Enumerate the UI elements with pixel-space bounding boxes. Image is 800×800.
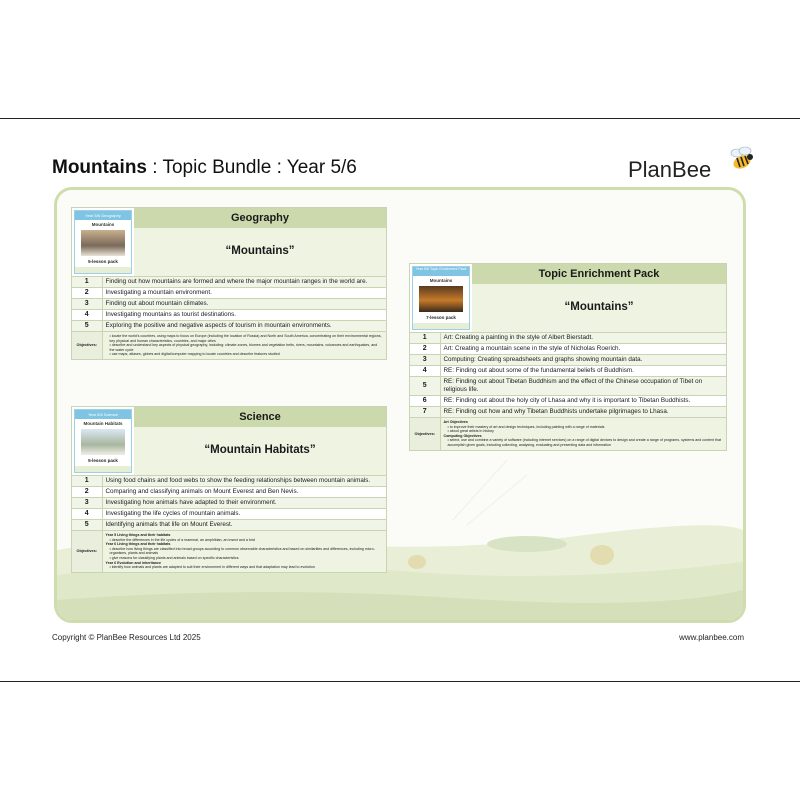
thumb-image <box>81 429 125 455</box>
objective-line: • locate the world's countries, using maps to focus on Europe (including the location of Russia) and North and South America, concentrating on their environmental regions, key physical and human characteristics, countries, and major cities <box>109 334 382 343</box>
table-row <box>72 288 386 299</box>
table-row <box>410 333 726 344</box>
table-row <box>410 377 726 396</box>
thumb-title: Mountains <box>91 222 115 227</box>
objective-heading: Year 6 Living things and their habitats <box>105 542 171 547</box>
lesson-text: Investigating mountains as tourist destinations. <box>102 310 386 321</box>
lesson-text: Identifying animals that life on Mount Everest. <box>102 520 386 531</box>
worksheet-page <box>0 118 800 682</box>
objectives-text <box>102 332 386 359</box>
lesson-text: RE: Finding out about the holy city of Lhasa and why it is important to Tibetan Buddhists. <box>440 396 726 407</box>
lesson-number: 3 <box>410 355 440 366</box>
table-row <box>72 299 386 310</box>
page-title <box>52 157 357 179</box>
thumb-year: Year 5/6 Science <box>75 410 131 419</box>
logo-text: PlanBee <box>628 157 712 182</box>
lesson-text: Investigating the life cycles of mountain animals. <box>102 509 386 520</box>
thumb-bar <box>75 466 131 472</box>
lesson-text: Using food chains and food webs to show the feeding relationships between mountain animals. <box>102 476 386 487</box>
lesson-number: 1 <box>72 277 102 288</box>
table-row <box>72 509 386 520</box>
objective-heading: Year 5 Living things and their habitats <box>105 533 171 537</box>
objective-line: • select, use and combine a variety of software (including internet services) on a range of digital devices to design and create a range of programs, systems and content that accomplish given goals, including collecting, analysing, evaluating and presenting data and information <box>447 438 722 447</box>
objective-line: • describe the differences in the life cycles of a mammal, an amphibian, an insect and a bird <box>109 537 255 542</box>
table-row <box>410 407 726 418</box>
lesson-text: Finding out about mountain climates. <box>102 299 386 310</box>
table-row <box>72 310 386 321</box>
subject-heading: Topic Enrichment Pack <box>472 264 726 284</box>
lesson-text: Exploring the positive and negative aspects of tourism in mountain environments. <box>102 321 386 332</box>
objective-heading: Computing Objectives <box>443 433 482 438</box>
thumb-year: Year 5/6 Geography <box>75 211 131 220</box>
thumb-year: Year 5/6 Topic Enrichment Pack <box>413 267 469 276</box>
lesson-text: Investigating a mountain environment. <box>102 288 386 299</box>
enrichment-thumbnail <box>412 266 470 330</box>
objectives-text <box>102 531 386 572</box>
table-row <box>72 476 386 487</box>
lesson-table <box>72 276 386 359</box>
thumb-title: Mountains <box>429 278 453 283</box>
lesson-number: 2 <box>72 288 102 299</box>
lesson-table <box>410 332 726 450</box>
table-row <box>72 487 386 498</box>
planbee-logo <box>628 145 758 185</box>
topic-title: “Mountains” <box>134 228 386 276</box>
lesson-text: RE: Finding out how and why Tibetan Buddhists undertake pilgrimages to Lhasa. <box>440 407 726 418</box>
thumb-image <box>419 286 463 312</box>
lesson-number: 5 <box>72 321 102 332</box>
copyright-text: Copyright © PlanBee Resources Ltd 2025 <box>52 633 201 642</box>
lesson-number: 3 <box>72 498 102 509</box>
lesson-number: 7 <box>410 407 440 418</box>
lesson-number: 1 <box>410 333 440 344</box>
table-row <box>410 344 726 355</box>
lesson-number: 5 <box>410 377 440 396</box>
enrichment-card <box>409 263 727 451</box>
objective-heading: Art Objectives <box>443 420 468 424</box>
thumb-image <box>81 230 125 256</box>
table-row <box>410 396 726 407</box>
objective-line: • about great artists in history <box>447 429 494 434</box>
table-row <box>72 277 386 288</box>
thumb-pack: 7-lesson pack <box>426 315 456 320</box>
topic-title: “Mountain Habitats” <box>134 427 386 475</box>
lesson-text: Computing: Creating spreadsheets and graphs showing mountain data. <box>440 355 726 366</box>
objectives-text <box>440 418 726 450</box>
table-row <box>410 355 726 366</box>
lesson-number: 2 <box>410 344 440 355</box>
lesson-text: Art: Creating a painting in the style of Albert Bierstadt. <box>440 333 726 344</box>
table-row <box>72 321 386 332</box>
thumb-bar <box>75 267 131 273</box>
thumb-title: Mountain Habitats <box>83 421 123 426</box>
objectives-row <box>410 418 726 450</box>
geography-card <box>71 207 387 360</box>
thumb-pack: 5-lesson pack <box>88 458 118 463</box>
lesson-number: 6 <box>410 396 440 407</box>
objective-line: • use maps, atlases, globes and digital/computer mapping to locate countries and describe features studied <box>109 352 280 357</box>
table-row <box>72 520 386 531</box>
objectives-label: Objectives: <box>72 332 102 359</box>
science-card <box>71 406 387 573</box>
objective-line: • give reasons for classifying plants and animals based on specific characteristics <box>109 555 239 560</box>
subject-heading: Geography <box>134 208 386 228</box>
thumb-pack: 5-lesson pack <box>88 259 118 264</box>
science-thumbnail <box>74 409 132 473</box>
objectives-row <box>72 531 386 572</box>
lesson-number: 4 <box>410 366 440 377</box>
thumb-bar <box>413 323 469 329</box>
lesson-number: 5 <box>72 520 102 531</box>
lesson-text: Comparing and classifying animals on Mount Everest and Ben Nevis. <box>102 487 386 498</box>
website-link[interactable]: www.planbee.com <box>679 633 744 642</box>
table-row <box>410 366 726 377</box>
bee-icon <box>728 145 756 173</box>
lesson-number: 1 <box>72 476 102 487</box>
lesson-number: 2 <box>72 487 102 498</box>
objectives-label: Objectives: <box>410 418 440 450</box>
lesson-number: 4 <box>72 310 102 321</box>
lesson-text: RE: Finding out about some of the fundamental beliefs of Buddhism. <box>440 366 726 377</box>
lesson-table <box>72 475 386 572</box>
objective-heading: Year 6 Evolution and inheritance <box>105 560 162 565</box>
title-rest: : Topic Bundle : Year 5/6 <box>147 157 357 178</box>
table-row <box>72 498 386 509</box>
lesson-text: RE: Finding out about Tibetan Buddhism and the effect of the Chinese occupation of Tibet on religious life. <box>440 377 726 396</box>
lesson-number: 4 <box>72 509 102 520</box>
subject-heading: Science <box>134 407 386 427</box>
objectives-label: Objectives: <box>72 531 102 572</box>
objective-line: • to improve their mastery of art and design techniques, including painting with a range of materials <box>447 424 605 429</box>
lesson-text: Investigating how animals have adapted to their environment. <box>102 498 386 509</box>
title-bold: Mountains <box>52 157 147 178</box>
topic-title: “Mountains” <box>472 284 726 332</box>
objectives-row <box>72 332 386 359</box>
objective-line: • describe and understand key aspects of physical geography, including: climate zones, biomes and vegetation belts, rivers, mountains, volcanoes and earthquakes, and the water cycle <box>109 343 378 352</box>
lesson-text: Finding out how mountains are formed and where the major mountain ranges in the world are. <box>102 277 386 288</box>
geography-thumbnail <box>74 210 132 274</box>
objective-line: • describe how living things are classified into broad groups according to common observable characteristics and based on similarities and differences, including micro-organisms, plants and animals <box>109 546 375 556</box>
lesson-text: Art: Creating a mountain scene in the style of Nicholas Roerich. <box>440 344 726 355</box>
objective-line: • identify how animals and plants are adapted to suit their environment in different ways and that adaptation may lead to evolution <box>109 565 315 570</box>
lesson-number: 3 <box>72 299 102 310</box>
